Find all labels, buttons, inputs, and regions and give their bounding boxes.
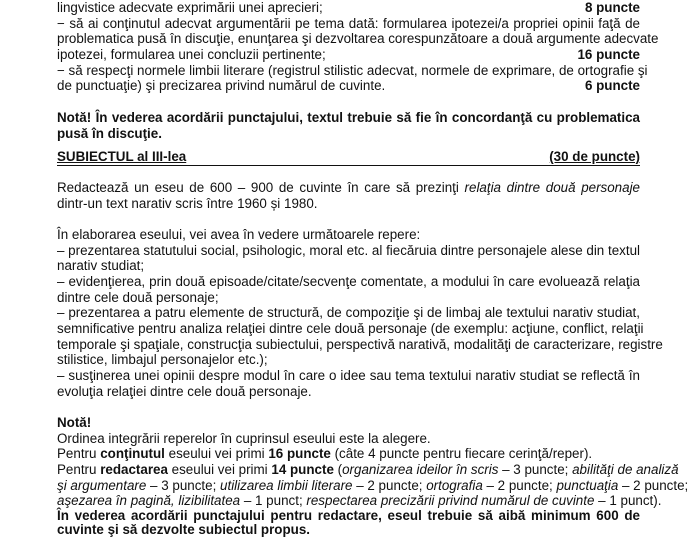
note-text: – 2 puncte; (352, 478, 427, 493)
criteria-line: − să respecţi normele limbii literare (registrul stilistic adecvat, normele de exprimare, de ortografie şi (57, 63, 648, 78)
section-points: (30 de puncte) (549, 149, 640, 164)
repere-line: – evidenţierea, prin două episoade/citate/secvenţe comentate, a modului în care evoluează relaţia (57, 274, 640, 289)
note-line: Ordinea integrării reperelor în cuprinsul eseului este la alegere. (57, 431, 431, 446)
section-header (57, 149, 640, 166)
task-emphasis: relaţia dintre două personaje (464, 180, 641, 195)
repere-line: – susţinerea unei opinii despre modul în care o idee sau tema textului narativ studiat se reflectă în (57, 368, 640, 383)
note-italic: abilităţi de analiză (572, 462, 679, 477)
note-text: – 1 punct). (594, 493, 662, 508)
note-line: Notă! În vederea acordării punctajului, textul trebuie să fie în concordanţă cu problematica (57, 110, 640, 125)
criteria-line (57, 0, 640, 16)
note-italic: utilizarea limbii literare (220, 478, 353, 493)
note-bold: 14 puncte (271, 462, 334, 477)
final-line: În vederea acordării punctajului pentru redactare, eseul trebuie să aibă minimum 600 de (57, 508, 640, 523)
points-label: 6 puncte (584, 78, 640, 93)
repere-line: dintre cele două personaje; (57, 290, 219, 305)
note-line (57, 446, 640, 462)
note-italic: organizarea ideilor în scris (342, 462, 499, 477)
repere-line: evoluţia relaţiei dintre cele două personaje. (57, 384, 312, 399)
note-text: Pentru (57, 446, 101, 461)
note-line (57, 478, 689, 494)
repere-line: semnificative pentru analiza relaţiei dintre cele două personaje (de exemplu: acţiune, conflict, relaţii (57, 321, 644, 336)
note-text: ( (333, 462, 343, 477)
points-label: 8 puncte (584, 0, 640, 15)
criteria-line (57, 78, 640, 94)
section-title: SUBIECTUL al III-lea (57, 149, 187, 164)
note-text: – 3 puncte; (498, 462, 573, 477)
note-line: pusă în discuţie. (57, 126, 162, 141)
task-line (57, 180, 640, 196)
note-italic: punctuaţia (556, 478, 619, 493)
note-text: – 3 puncte; (146, 478, 221, 493)
criteria-text: de punctuaţie) şi precizarea privind numărul de cuvinte. (57, 78, 386, 93)
note-line (57, 462, 679, 478)
note-text: – 2 puncte; (618, 478, 689, 493)
note-text: – 1 punct; (240, 493, 307, 508)
note-text: eseului vei primi (167, 462, 272, 477)
repere-line: narativ studiat; (57, 258, 145, 273)
note-bold: redactarea (100, 462, 168, 477)
note-italic: şi argumentare (57, 478, 147, 493)
note-text: eseului vei primi (164, 446, 269, 461)
note-text: Pentru (57, 462, 101, 477)
repere-intro: În elaborarea eseului, vei avea în vedere următoarele repere: (57, 227, 421, 242)
note-italic: respectarea precizării privind numărul de cuvinte (306, 493, 595, 508)
criteria-line (57, 47, 640, 63)
criteria-line: − să ai conţinutul adecvat argumentării pe tema dată: formularea ipotezei/a propriei opinii faţă de (57, 16, 640, 31)
repere-line: temporale şi spaţiale, construcţia subiectului, perspectivă narativă, modalităţi de caracterizare, registre (57, 337, 663, 352)
note-text: (câte 4 puncte pentru fiecare cerinţă/reper). (330, 446, 593, 461)
task-line: dintr-un text narativ scris între 1960 și 1980. (57, 196, 318, 211)
criteria-line: problematica pusă în discuţie, enunţarea şi dezvoltarea corespunzătoare a două argumente adecvate (57, 31, 659, 46)
criteria-text: ipotezei, formularea unei concluzii pertinente; (57, 47, 326, 62)
note-italic: aşezarea în pagină, lizibilitatea (57, 493, 241, 508)
repere-line: – prezentarea statutului social, psihologic, moral etc. al fiecăruia dintre personajele alese din textul (57, 243, 640, 258)
note-text: – 2 puncte; (482, 478, 557, 493)
note-bold: conţinutul (100, 446, 165, 461)
note-italic: ortografia (426, 478, 483, 493)
note-title: Notă! (57, 415, 92, 430)
criteria-text: lingvistice adecvate exprimării unei aprecieri; (57, 0, 323, 15)
repere-line: stilistice, limbajul personajelor etc.); (57, 352, 268, 367)
note-line (57, 493, 662, 509)
points-label: 16 puncte (577, 47, 640, 62)
task-text: Redactează un eseu de 600 – 900 de cuvinte în care să prezinţi (57, 180, 465, 195)
final-line: cuvinte şi să dezvolte subiectul propus. (57, 522, 310, 537)
repere-line: – prezentarea a patru elemente de structură, de compoziţie şi de limbaj ale textului narativ studiat, (57, 305, 640, 320)
note-bold: 16 puncte (268, 446, 331, 461)
